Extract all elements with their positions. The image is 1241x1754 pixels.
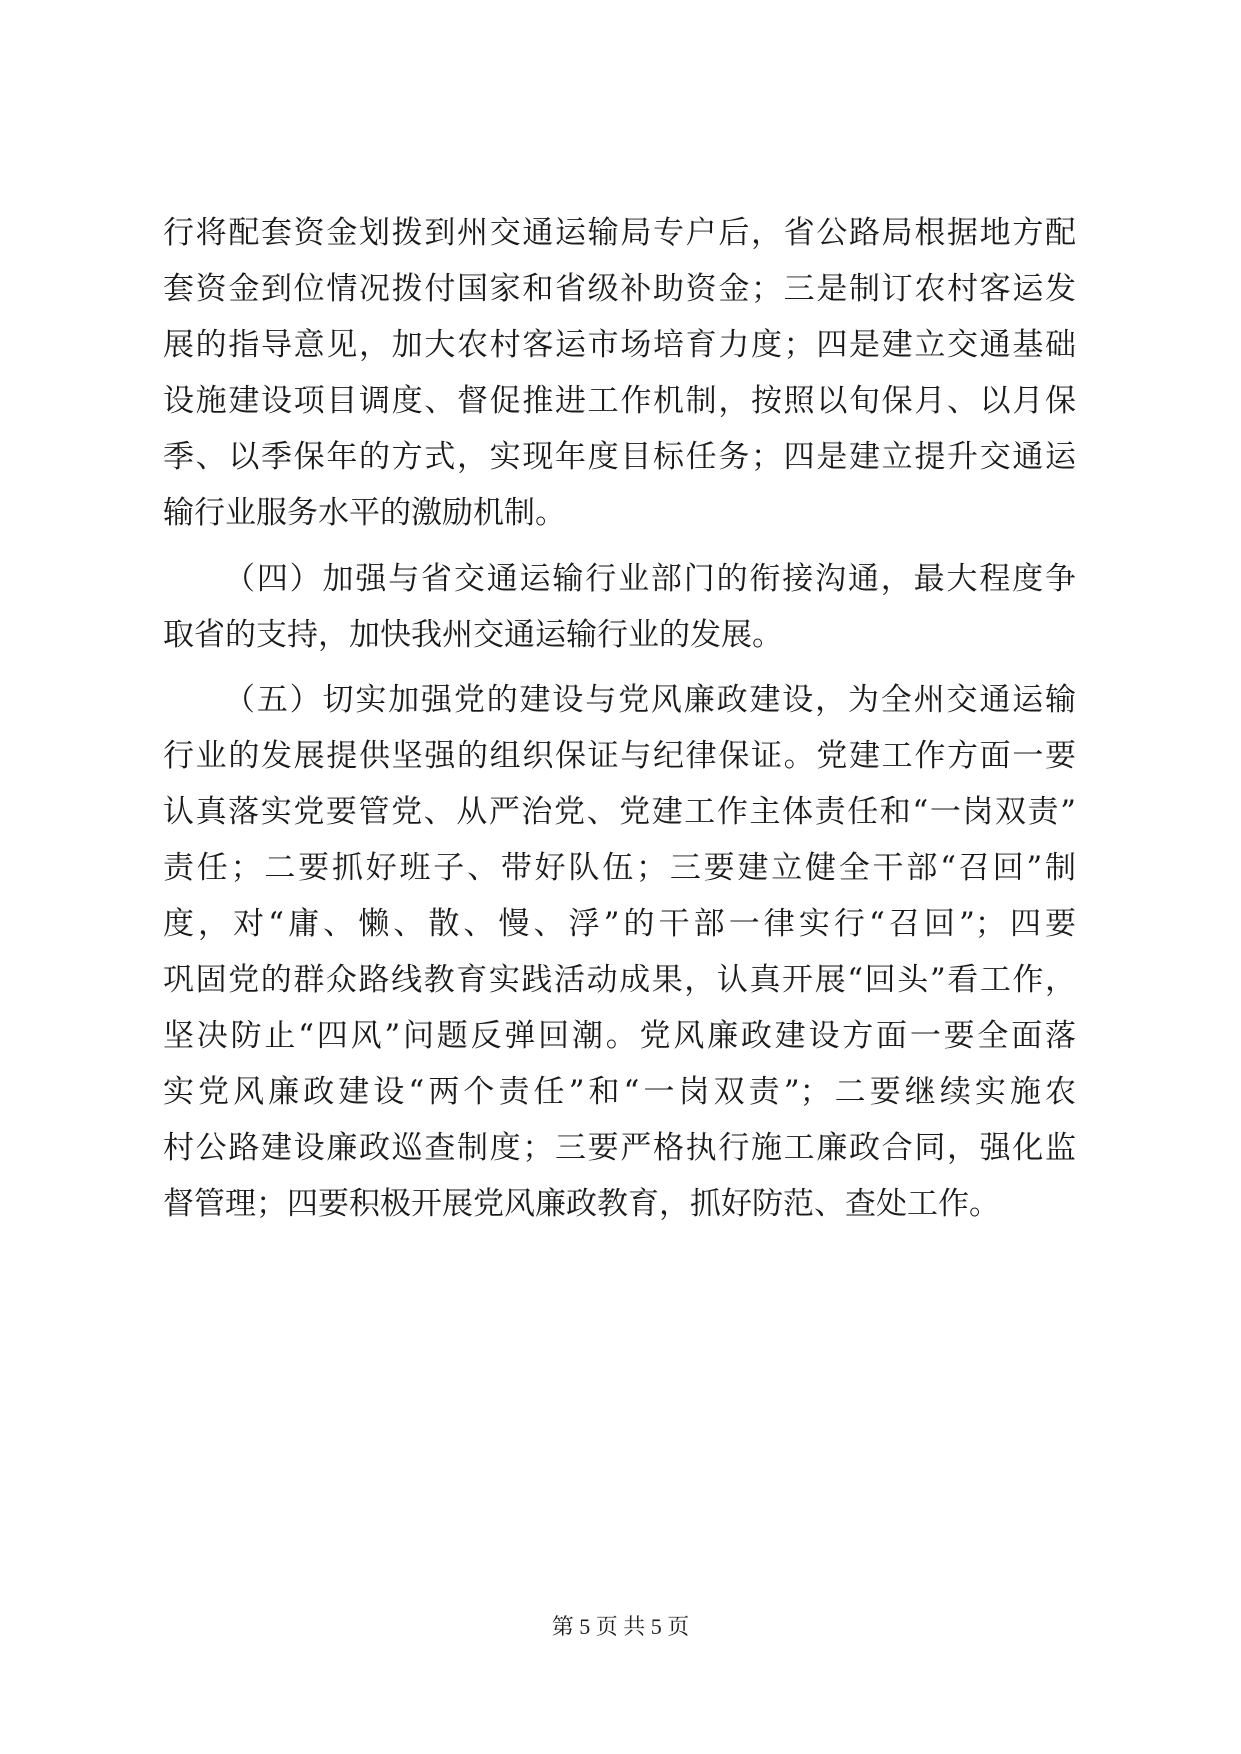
paragraph-line: 坚决防止“四风”问题反弹回潮。党风廉政建设方面一要全面落 (163, 1018, 1076, 1054)
paragraph-line: （五）切实加强党的建设与党风廉政建设，为全州交通运输 (224, 682, 1076, 718)
paragraph-line: 责任；二要抓好班子、带好队伍；三要建立健全干部“召回”制 (163, 850, 1076, 886)
paragraph-line: 度，对“庸、懒、散、慢、浮”的干部一律实行“召回”；四要 (163, 906, 1076, 942)
paragraph-line: 行业的发展提供坚强的组织保证与纪律保证。党建工作方面一要 (163, 738, 1076, 774)
paragraph-line: 设施建设项目调度、督促推进工作机制，按照以旬保月、以月保 (163, 383, 1076, 419)
paragraph-line: 展的指导意见，加大农村客运市场培育力度；四是建立交通基础 (163, 327, 1076, 363)
paragraph-line: 实党风廉政建设“两个责任”和“一岗双责”；二要继续实施农 (163, 1074, 1076, 1110)
paragraph-line: 行将配套资金划拨到州交通运输局专户后，省公路局根据地方配 (163, 215, 1076, 251)
paragraph-line: 村公路建设廉政巡查制度；三要严格执行施工廉政合同，强化监 (163, 1130, 1076, 1166)
paragraph-line: 督管理；四要积极开展党风廉政教育，抓好防范、查处工作。 (163, 1186, 1000, 1222)
paragraph-line: 套资金到位情况拨付国家和省级补助资金；三是制订农村客运发 (163, 271, 1076, 307)
paragraph-line: 认真落实党要管党、从严治党、党建工作主体责任和“一岗双责” (163, 794, 1076, 830)
paragraph-line: 取省的支持，加快我州交通运输行业的发展。 (163, 617, 783, 653)
paragraph-line: 输行业服务水平的激励机制。 (163, 495, 566, 531)
paragraph-line: 季、以季保年的方式，实现年度目标任务；四是建立提升交通运 (163, 439, 1076, 475)
page-footer: 第 5 页 共 5 页 (551, 1614, 690, 1639)
paragraph-line: 巩固党的群众路线教育实践活动成果，认真开展“回头”看工作， (163, 962, 1076, 998)
paragraph-line: （四）加强与省交通运输行业部门的衔接沟通，最大程度争 (224, 561, 1076, 597)
